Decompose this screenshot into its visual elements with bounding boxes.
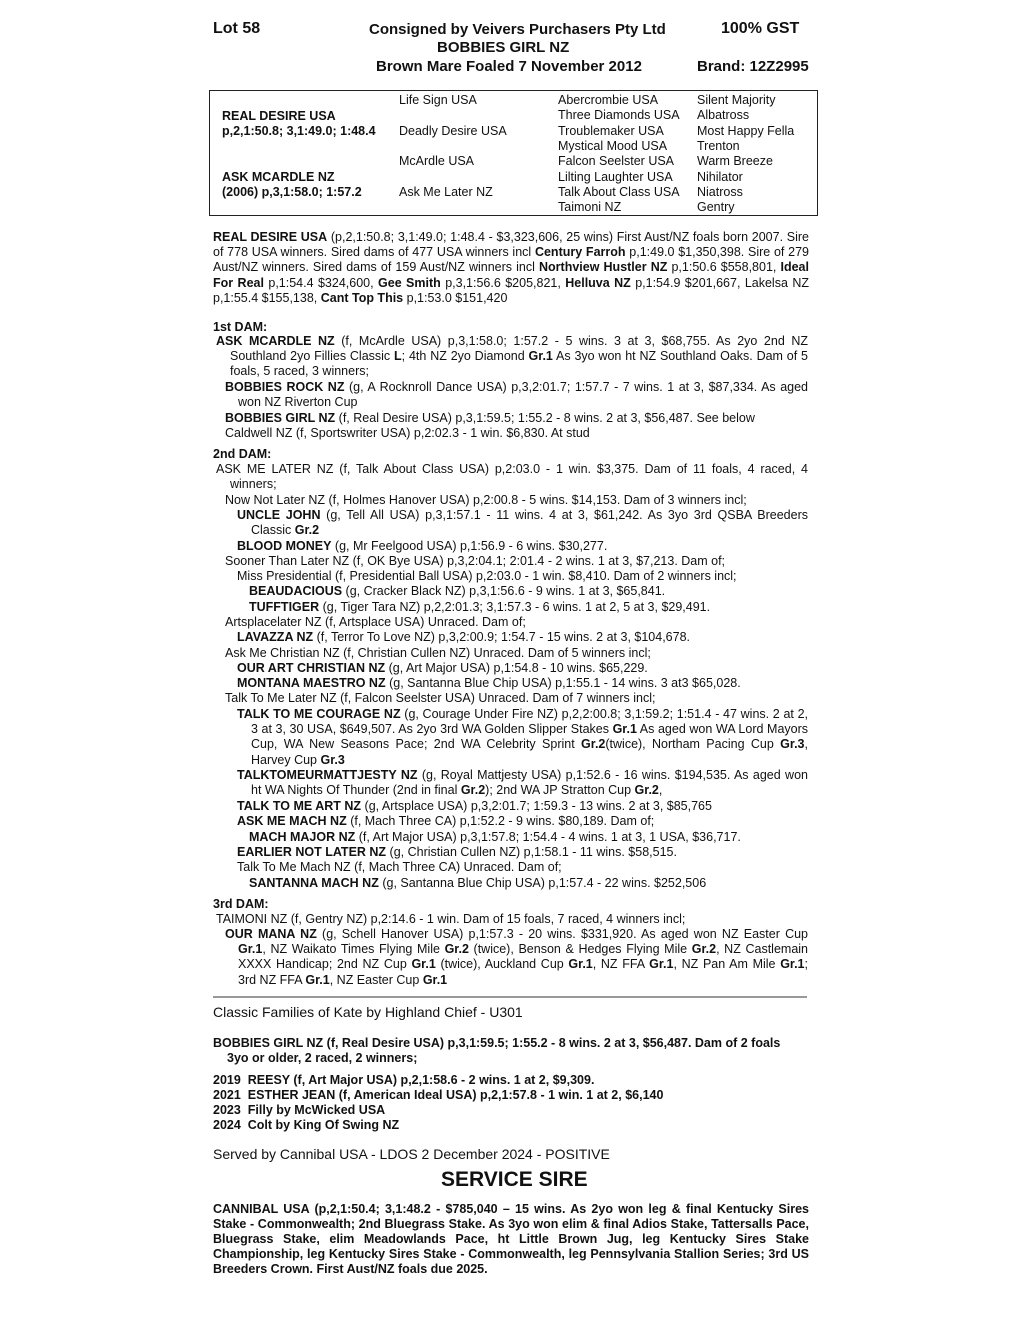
tm-text-2: ); 2nd WA JP Stratton Cup [485, 783, 635, 798]
montana-maestro-text: (g, Santanna Blue Chip USA) p,1:55.1 - 14 wins. 3 at3 $65,028. [385, 676, 741, 690]
om-text-8: ; 3rd NZ FFA [238, 957, 808, 987]
tm-group-2: Gr.2 [634, 783, 659, 798]
pedigree-table [209, 90, 818, 216]
uncle-john-name: UNCLE JOHN [237, 508, 321, 522]
now-not-later-entry: Now Not Later NZ (f, Holmes Hanover USA) p,2:00.8 - 5 wins. $14,153. Dam of 3 winners incl; [225, 493, 747, 507]
sire-name: REAL DESIRE USA [213, 230, 328, 244]
pedigree-g4-5: Warm Breeze [697, 154, 773, 168]
pedigree-sire: REAL DESIRE USA [222, 109, 336, 123]
pedigree-g4-1: Silent Majority [697, 93, 776, 107]
tc-group-1: Gr.1 [612, 722, 637, 737]
sire-bold-4: Gee Smith [378, 275, 441, 290]
earlier-not-later-text: (g, Christian Cullen NZ) p,1:58.1 - 11 wins. $58,515. [386, 845, 677, 859]
earlier-not-later-name: EARLIER NOT LATER NZ [237, 845, 387, 859]
first-dam-group: Gr.1 [528, 349, 553, 364]
tufftiger-name: TUFFTIGER [249, 600, 320, 614]
sire-text-4: p,1:54.4 $324,600, [263, 275, 379, 290]
blood-money-entry [237, 539, 607, 554]
talk-to-me-art-entry [237, 799, 712, 814]
miss-presidential-entry: Miss Presidential (f, Presidential Ball USA) p,2:03.0 - 1 win. $8,410. Dam of 2 winners incl; [237, 569, 737, 583]
tc-text-3: (twice), Northam Pacing Cup [605, 737, 781, 752]
mach-major-name: MACH MAJOR NZ [249, 830, 356, 844]
ask-me-later-entry: ASK ME LATER NZ (f, Talk About Class USA) p,2:03.0 - 1 win. $3,375. Dam of 11 foals, 4 raced, 4 winners; [216, 462, 808, 492]
bobbies-girl-name: BOBBIES GIRL NZ [225, 411, 336, 425]
lavazza-entry [237, 630, 690, 645]
sooner-entry: Sooner Than Later NZ (f, OK Bye USA) p,3,2:04.1; 2:01.4 - 2 wins. 1 at 3, $7,213. Dam of; [225, 554, 726, 568]
pedigree-g4-6: Nihilator [697, 170, 743, 184]
consignor: Consigned by Veivers Purchasers Pty Ltd [369, 21, 666, 38]
beaudacious-name: BEAUDACIOUS [249, 584, 343, 598]
progeny-row [213, 1118, 399, 1133]
talk-to-me-mach-entry: Talk To Me Mach NZ (f, Mach Three CA) Unraced. Dam of; [237, 860, 562, 874]
ask-me-mach-name: ASK ME MACH NZ [237, 814, 347, 828]
sire-bold-1: Century Farroh [534, 245, 626, 260]
service-sire-heading: SERVICE SIRE [441, 1168, 588, 1191]
service-sire-text: CANNIBAL USA (p,2,1:50.4; 3,1:48.2 - $785,040 – 15 wins. As 2yo won leg & final Kentucky Sires Stake - Commonwealth; 2nd Bluegrass Stake. As 3yo won elim & final Adios Stake, Tattersalls Pace, Bluegrass Stake, elim Meadowlands Pace, ht Little Brown Jug, leg Kentucky Sires Stake Championship, leg Kentucky Sires Stake - Commonwealth, leg Pennsylvania Stallion Series; 3rd US Breeders Crown. First Aust/NZ foals due 2025. [213, 1202, 809, 1276]
om-text-3: (twice), Benson & Hedges Flying Mile [468, 942, 692, 957]
caldwell-entry: Caldwell NZ (f, Sportswriter USA) p,2:02.3 - 1 win. $6,830. At stud [225, 426, 590, 440]
lavazza-name: LAVAZZA NZ [237, 630, 314, 644]
ask-me-mach-text: (f, Mach Three CA) p,1:52.2 - 9 wins. $80,189. Dam of; [346, 814, 655, 828]
om-group-5: Gr.1 [568, 957, 593, 972]
sire-text-1: (p,2,1:50.8; 3,1:49.0; 1:48.4 - $3,323,606, 25 wins) First Aust/NZ foals born 2007. Sire of 778 USA winners. Sired dams of 477 USA winners incl [213, 230, 809, 260]
uncle-john-entry [237, 508, 808, 538]
progeny-row [213, 1088, 663, 1103]
sire-text-5: p,3,1:56.6 $205,821, [440, 275, 566, 290]
first-dam-text-1: (f, McArdle USA) p,3,1:58.0; 1:57.2 - 5 wins. 3 at 3, $68,755. As 2yo 2nd NZ Southland 2yo Fillies Classic [230, 334, 808, 364]
first-dam-heading: 1st DAM: [213, 320, 268, 334]
pedigree-g3-8: Taimoni NZ [558, 200, 622, 214]
lavazza-text: (f, Terror To Love NZ) p,3,2:00.9; 1:54.7 - 15 wins. 2 at 3, $104,678. [313, 630, 690, 644]
om-text-6: , NZ FFA [592, 957, 650, 972]
progeny-text: REESY (f, Art Major USA) p,2,1:58.6 - 2 wins. 1 at 2, $9,309. [247, 1073, 595, 1087]
pedigree-g3-6: Lilting Laughter USA [558, 170, 673, 184]
sire-bold-6: Cant Top This [320, 290, 404, 305]
artsplacelater-entry: Artsplacelater NZ (f, Artsplace USA) Unraced. Dam of; [225, 615, 526, 629]
talk-to-me-later-entry: Talk To Me Later NZ (f, Falcon Seelster USA) Unraced. Dam of 7 winners incl; [225, 691, 656, 705]
pedigree-g4-8: Gentry [697, 200, 735, 214]
om-text-1: (g, Schell Hanover USA) p,1:57.3 - 20 wins. $331,920. As aged won NZ Easter Cup [316, 927, 809, 941]
beaudacious-entry [249, 584, 665, 599]
our-mana-name: OUR MANA NZ [225, 927, 317, 941]
mach-major-entry [249, 830, 741, 845]
bobbies-girl-text: (f, Real Desire USA) p,3,1:59.5; 1:55.2 - 8 wins. 2 at 3, $56,487. See below [335, 411, 755, 425]
sire-text-3: p,1:50.6 $558,801, [667, 260, 781, 275]
beaudacious-text: (g, Cracker Black NZ) p,3,1:56.6 - 9 wins. 1 at 3, $65,841. [342, 584, 666, 598]
pedigree-g4-4: Trenton [697, 139, 740, 153]
first-dam-entry [216, 334, 809, 380]
bobbies-rock-name: BOBBIES ROCK NZ [225, 380, 345, 394]
gst-status: 100% GST [721, 20, 800, 37]
pedigree-g3-1: Abercrombie USA [558, 93, 659, 107]
pedigree-g4-2: Albatross [697, 108, 750, 122]
pedigree-g4-3: Most Happy Fella [697, 124, 795, 138]
blood-money-name: BLOOD MONEY [237, 539, 332, 553]
tufftiger-text: (g, Tiger Tara NZ) p,2,2:01.3; 3,1:57.3 - 6 wins. 1 at 2, 5 at 3, $29,491. [319, 600, 711, 614]
sire-bold-3: Ideal For Real [213, 260, 809, 290]
om-group-4: Gr.1 [411, 957, 436, 972]
talktomeurmattjesty-entry [237, 768, 808, 798]
om-group-6: Gr.1 [649, 957, 674, 972]
sire-text-7: p,1:53.0 $151,420 [403, 290, 508, 305]
progeny-year: 2021 [213, 1088, 241, 1102]
talk-to-me-courage-name: TALK TO ME COURAGE NZ [237, 707, 401, 721]
progeny-text: ESTHER JEAN (f, American Ideal USA) p,2,1:57.8 - 1 win. 1 at 2, $6,140 [247, 1088, 664, 1102]
classic-family: Classic Families of Kate by Highland Chief - U301 [213, 1004, 523, 1020]
sire-text-6: p,1:54.9 $201,667, Lakelsa NZ p,1:55.4 $155,138, [213, 275, 809, 305]
pedigree-g3-5: Falcon Seelster USA [558, 154, 675, 168]
pedigree-sire-record: p,2,1:50.8; 3,1:49.0; 1:48.4 [222, 124, 376, 138]
tc-group-2: Gr.2 [581, 737, 606, 752]
bobbies-rock-entry [225, 380, 809, 410]
mach-major-text: (f, Art Major USA) p,3,1:57.8; 1:54.4 - 4 wins. 1 at 3, 1 USA, $36,717. [355, 830, 741, 844]
sire-text-2: p,1:49.0 $1,350,398. Sire of 279 Aust/NZ winners. Sired dams of 159 Aust/NZ winners incl [213, 245, 809, 275]
tufftiger-entry [249, 600, 710, 615]
served-by: Served by Cannibal USA - LDOS 2 December 2024 - POSITIVE [213, 1146, 610, 1162]
om-group-9: Gr.1 [422, 972, 448, 987]
om-text-9: , NZ Easter Cup [329, 972, 423, 987]
mare-summary: BOBBIES GIRL NZ (f, Real Desire USA) p,3,1:59.5; 1:55.2 - 8 wins. 2 at 3, $56,487. Dam of 2 foals 3yo or older, 2 raced, 2 winners; [213, 1036, 781, 1066]
tc-text-4: , Harvey Cup [251, 737, 808, 767]
our-art-christian-entry [237, 661, 648, 676]
progeny-row [213, 1073, 594, 1088]
pedigree-grandsire-dam-side: McArdle USA [399, 154, 475, 168]
bobbies-girl-entry [225, 411, 755, 426]
horse-description: Brown Mare Foaled 7 November 2012 [376, 58, 642, 75]
om-text-2: , NZ Waikato Times Flying Mile [262, 942, 445, 957]
talk-to-me-art-text: (g, Artsplace USA) p,3,2:01.7; 1:59.3 - 13 wins. 2 at 3, $85,765 [361, 799, 712, 813]
pedigree-granddam: Deadly Desire USA [399, 124, 507, 138]
tm-group-1: Gr.2 [460, 783, 486, 798]
pedigree-dam: ASK MCARDLE NZ [222, 170, 335, 184]
talktomeurmattjesty-name: TALKTOMEURMATTJESTY NZ [237, 768, 418, 782]
brand: Brand: 12Z2995 [697, 58, 809, 75]
tc-group-3: Gr.3 [780, 737, 805, 752]
pedigree-g3-3: Troublemaker USA [558, 124, 664, 138]
progeny-year: 2023 [213, 1103, 241, 1117]
om-group-8: Gr.1 [305, 972, 330, 987]
montana-maestro-name: MONTANA MAESTRO NZ [237, 676, 386, 690]
tm-text-3: , [658, 783, 663, 798]
montana-maestro-entry [237, 676, 741, 691]
talk-to-me-art-name: TALK TO ME ART NZ [237, 799, 362, 813]
om-group-2: Gr.2 [444, 942, 469, 957]
santanna-mach-text: (g, Santanna Blue Chip USA) p,1:57.4 - 22 wins. $252,506 [378, 876, 707, 890]
om-group-1: Gr.1 [238, 942, 263, 957]
progeny-text: Filly by McWicked USA [247, 1103, 386, 1117]
first-dam-text-3: As 3yo won ht NZ Southland Oaks. Dam of 5 foals, 5 raced, 3 winners; [230, 349, 809, 379]
first-dam-name: ASK MCARDLE NZ [216, 334, 335, 348]
second-dam-heading: 2nd DAM: [213, 447, 272, 461]
uncle-john-text: (g, Tell All USA) p,3,1:57.1 - 11 wins. 4 at 3, $61,242. As 3yo 3rd QSBA Breeders Classic [251, 508, 808, 538]
om-text-7: , NZ Pan Am Mile [673, 957, 781, 972]
tc-group-4: Gr.3 [320, 752, 345, 767]
bobbies-rock-text: (g, A Rocknroll Dance USA) p,3,2:01.7; 1:57.7 - 7 wins. 1 at 3, $87,334. As aged won NZ Riverton Cup [238, 380, 809, 410]
earlier-not-later-entry [237, 845, 677, 860]
taimoni-entry: TAIMONI NZ (f, Gentry NZ) p,2:14.6 - 1 win. Dam of 15 foals, 7 raced, 4 winners incl; [216, 912, 686, 926]
pedigree-grandsire: Life Sign USA [399, 93, 477, 107]
tc-text-2: As aged won WA Lord Mayors Cup, WA New Seasons Pace; 2nd WA Celebrity Sprint [251, 722, 809, 752]
pedigree-granddam-dam-side: Ask Me Later NZ [399, 185, 493, 199]
tm-text-1: (g, Royal Mattjesty USA) p,1:52.6 - 16 wins. $194,535. As aged won ht WA Nights Of Thunder (2nd in final [251, 768, 808, 798]
ask-me-christian-entry: Ask Me Christian NZ (f, Christian Cullen NZ) Unraced. Dam of 5 winners incl; [225, 646, 651, 660]
third-dam-heading: 3rd DAM: [213, 897, 269, 911]
santanna-mach-name: SANTANNA MACH NZ [249, 876, 379, 890]
progeny-year: 2019 [213, 1073, 241, 1087]
our-mana-entry [225, 927, 809, 988]
our-art-christian-text: (g, Art Major USA) p,1:54.8 - 10 wins. $65,229. [385, 661, 648, 675]
om-group-7: Gr.1 [780, 957, 805, 972]
pedigree-dam-record: (2006) p,3,1:58.0; 1:57.2 [222, 185, 362, 199]
santanna-mach-entry [249, 876, 706, 891]
lot-number: Lot 58 [213, 20, 261, 37]
sire-paragraph [213, 230, 809, 306]
pedigree-g3-7: Talk About Class USA [558, 185, 680, 199]
sire-bold-2: Northview Hustler NZ [539, 260, 668, 275]
horse-name: BOBBIES GIRL NZ [437, 39, 570, 56]
first-dam-text-2: ; 4th NZ 2yo Diamond [401, 349, 529, 364]
ask-me-mach-entry [237, 814, 654, 829]
first-dam-listed: L [394, 349, 402, 364]
sire-bold-5: Helluva NZ [565, 275, 631, 290]
pedigree-g3-2: Three Diamonds USA [558, 108, 680, 122]
tc-text-1: (g, Courage Under Fire NZ) p,2,2:00.8; 3,1:59.2; 1:51.4 - 47 wins. 2 at 2, 3 at 3, 30 USA, $649,507. As 2yo 3rd WA Golden Slipper Stakes [251, 707, 808, 737]
om-group-3: Gr.2 [691, 942, 717, 957]
progeny-year: 2024 [213, 1118, 241, 1132]
blood-money-text: (g, Mr Feelgood USA) p,1:56.9 - 6 wins. $30,277. [331, 539, 608, 553]
progeny-text: Colt by King Of Swing NZ [247, 1118, 400, 1132]
section-divider [213, 996, 807, 998]
om-text-5: (twice), Auckland Cup [435, 957, 569, 972]
pedigree-g4-7: Niatross [697, 185, 743, 199]
talk-to-me-courage-entry [237, 707, 809, 768]
uncle-john-group: Gr.2 [294, 523, 320, 538]
om-text-4: , NZ Castlemain XXXX Handicap; 2nd NZ Cup [238, 942, 808, 972]
our-art-christian-name: OUR ART CHRISTIAN NZ [237, 661, 386, 675]
progeny-row [213, 1103, 385, 1118]
pedigree-g3-4: Mystical Mood USA [558, 139, 668, 153]
